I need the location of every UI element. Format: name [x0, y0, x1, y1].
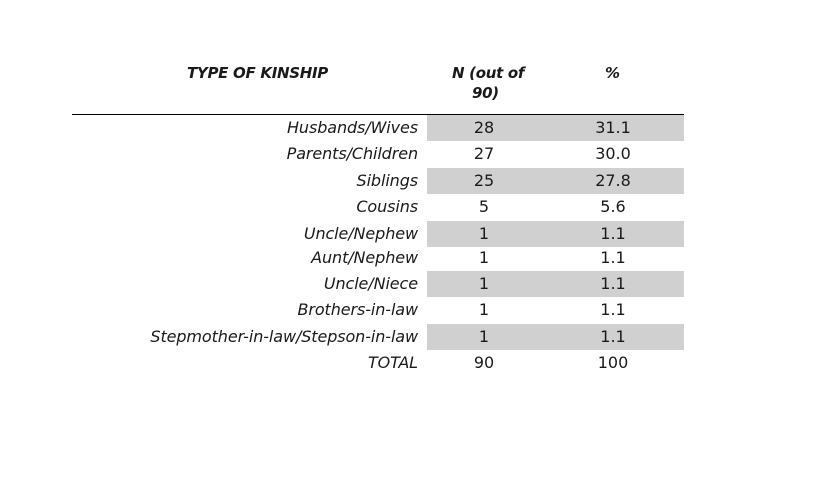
table-row — [0, 245, 839, 271]
row-n: 27 — [473, 144, 495, 163]
table-row — [0, 324, 839, 350]
row-label: Cousins — [356, 197, 418, 216]
table-row — [0, 115, 839, 141]
row-label: Brothers-in-law — [297, 300, 418, 319]
row-label: Aunt/Nephew — [311, 248, 418, 267]
row-percent: 31.1 — [595, 118, 631, 137]
table-row-total — [0, 350, 839, 376]
row-n: 90 — [473, 353, 495, 372]
row-n: 1 — [478, 248, 490, 267]
header-percent: % — [605, 64, 620, 82]
row-label: Stepmother-in-law/Stepson-in-law — [150, 327, 418, 346]
row-percent: 1.1 — [600, 224, 626, 243]
row-n: 5 — [478, 197, 490, 216]
row-label: Uncle/Niece — [323, 274, 418, 293]
row-percent: 1.1 — [600, 327, 626, 346]
row-label: Siblings — [356, 171, 418, 190]
header-n-line2: 90) — [472, 84, 499, 102]
row-percent: 1.1 — [600, 274, 626, 293]
header-type-of-kinship: TYPE OF KINSHIP — [187, 64, 328, 82]
table-row — [0, 168, 839, 194]
row-label: Parents/Children — [286, 144, 418, 163]
row-n: 1 — [478, 300, 490, 319]
row-n: 1 — [478, 224, 490, 243]
row-n: 25 — [473, 171, 495, 190]
row-n: 1 — [478, 327, 490, 346]
table-row — [0, 141, 839, 167]
row-percent: 30.0 — [595, 144, 631, 163]
header-n — [452, 63, 532, 103]
row-percent: 27.8 — [595, 171, 631, 190]
row-n: 1 — [478, 274, 490, 293]
row-n: 28 — [473, 118, 495, 137]
header-n-line1: N (out of — [452, 64, 525, 82]
table-row — [0, 297, 839, 323]
row-label: Husbands/Wives — [286, 118, 418, 137]
table-row — [0, 194, 839, 220]
table-row — [0, 271, 839, 297]
row-percent: 5.6 — [600, 197, 626, 216]
row-percent: 100 — [597, 353, 629, 372]
table-row — [0, 221, 839, 247]
row-label: TOTAL — [367, 353, 418, 372]
row-label: Uncle/Nephew — [303, 224, 418, 243]
row-percent: 1.1 — [600, 300, 626, 319]
row-percent: 1.1 — [600, 248, 626, 267]
